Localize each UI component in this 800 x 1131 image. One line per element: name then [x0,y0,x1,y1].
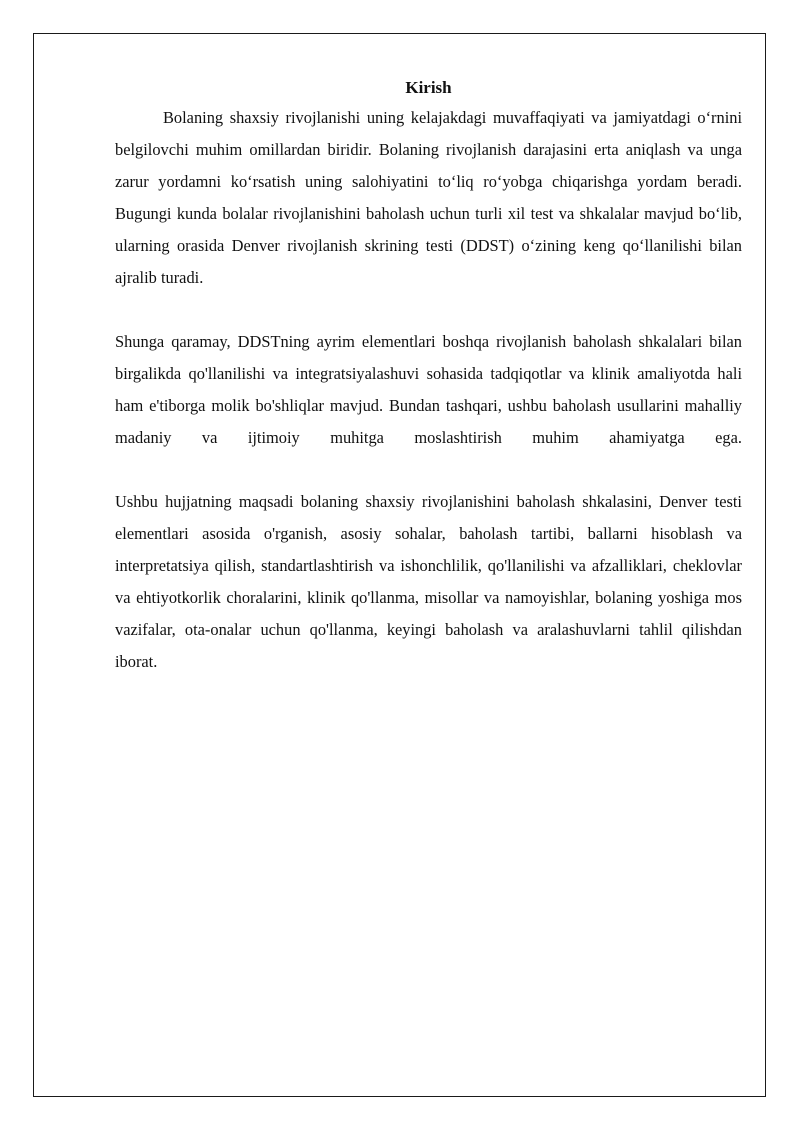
paragraph-gap [115,454,742,486]
paragraph-purpose: Ushbu hujjatning maqsadi bolaning shaxsiy rivojlanishini baholash shkalasini, Denver testi elementlari asosida o'rganish, asosiy sohalar, baholash tartibi, ballarni hisoblash va interpretatsiya qilish, standartlashtirish va ishonchlilik, qo'llanilishi va afzalliklari, cheklovlar va ehtiyotkorlik choralarini, klinik qo'llanma, misollar va namoyishlar, bolaning yoshiga mos vazifalar, ota-onalar uchun qo'llanma, keyingi baholash va aralashuvlarni tahlil qilishdan iborat. [115,492,742,671]
paragraph-gaps: Shunga qaramay, DDSTning ayrim elementlari boshqa rivojlanish baholash shkalalari bilan birgalikda qo'llanilishi va integratsiyalashuvi sohasida tadqiqotlar va klinik amaliyotda hali ham e'tiborga molik bo'shliqlar mavjud. Bundan tashqari, ushbu baholash usullarini mahalliy madaniy va ijtimoiy muhitga moslashtirish muhim ahamiyatga ega. [115,332,742,447]
document-title: Kirish [405,78,452,97]
paragraph-intro: Bolaning shaxsiy rivojlanishi uning kelajakdagi muvaffaqiyati va jamiyatdagi o‘rnini belgilovchi muhim omillardan biridir. Bolaning rivojlanish darajasini erta aniqlash va unga zarur yordamni ko‘rsatish uning salohiyatini to‘liq ro‘yobga chiqarishga yordam beradi. Bugungi kunda bolalar rivojlanishini baholash uchun turli xil test va shkalalar mavjud bo‘lib, ularning orasida Denver rivojlanish skrining testi (DDST) o‘zining keng qo‘llanilishi bilan ajralib turadi. [115,108,742,287]
document-body [115,76,742,678]
paragraph-gap [115,294,742,326]
